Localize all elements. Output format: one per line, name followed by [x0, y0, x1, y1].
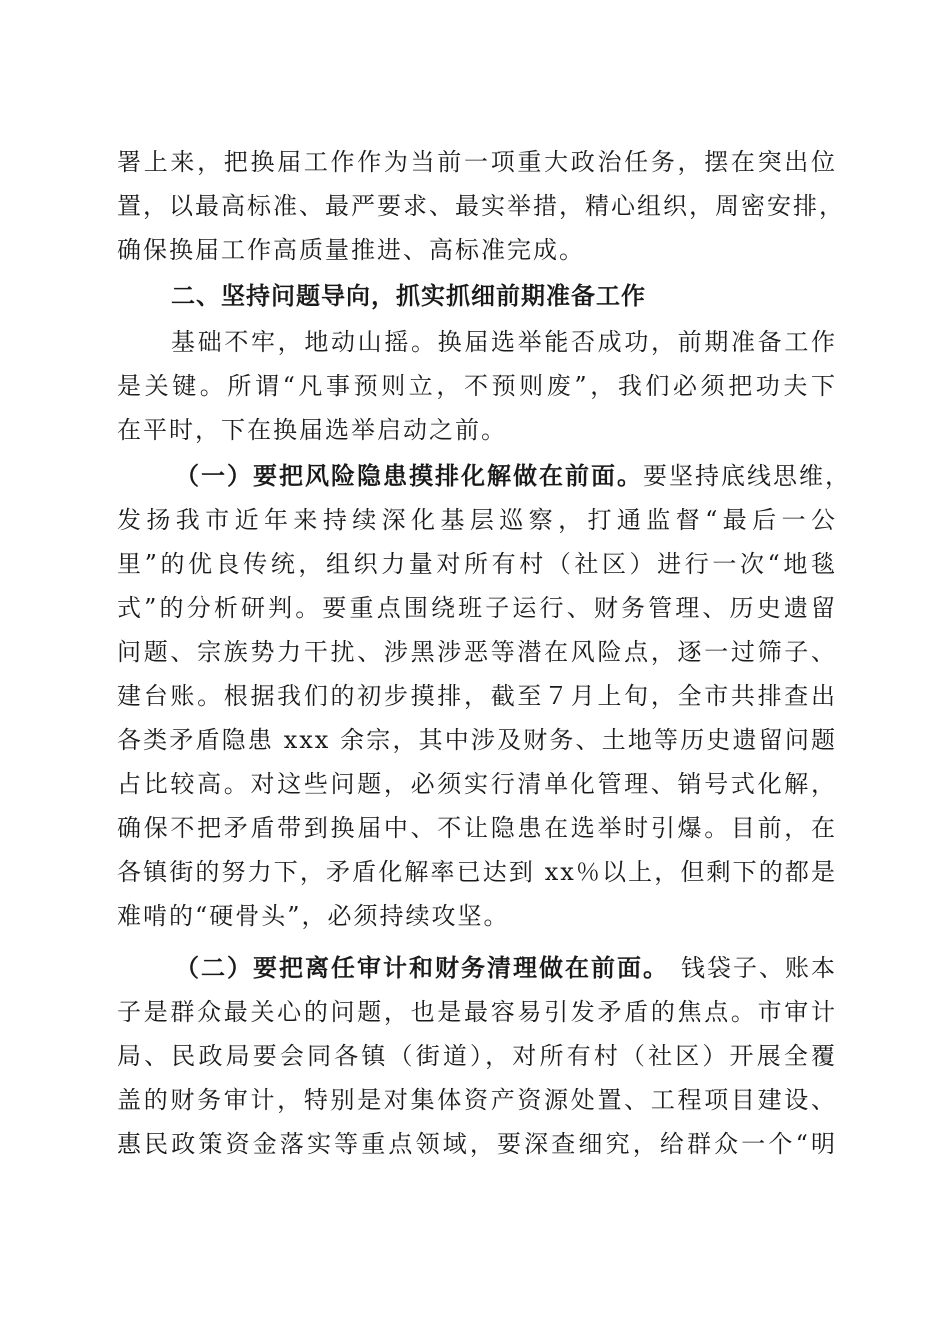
paragraph-4-line-3: 局、民政局要会同各镇（街道），对所有村（社区）开展全覆: [117, 1042, 837, 1070]
paragraph-3-line-7: 各类矛盾隐患 xxx 余宗，其中涉及财务、土地等历史遗留问题: [117, 726, 837, 754]
paragraph-3-line-1: [175, 454, 851, 498]
paragraph-2-line-2: 是关键。所谓“凡事预则立，不预则废”，我们必须把功夫下: [117, 372, 837, 400]
paragraph-4-line-2: 子是群众最关心的问题，也是最容易引发矛盾的焦点。市审计: [117, 998, 837, 1026]
paragraph-1-line-3: 确保换届工作高质量推进、高标准完成。: [117, 236, 585, 264]
paragraph-3-lead-rest: 要坚持底线思维，: [643, 462, 851, 490]
paragraph-4-line-4: 盖的财务审计，特别是对集体资产资源处置、工程项目建设、: [117, 1086, 837, 1114]
paragraph-2-line-1: 基础不牢，地动山摇。换届选举能否成功，前期准备工作: [171, 328, 837, 356]
paragraph-3-line-9: 确保不把矛盾带到换届中、不让隐患在选举时引爆。目前，在: [117, 814, 837, 842]
paragraph-3-line-10: 各镇街的努力下，矛盾化解率已达到 xx％以上，但剩下的都是: [117, 858, 837, 886]
paragraph-4-line-5: 惠民政策资金落实等重点领域，要深查细究，给群众一个“明: [117, 1130, 837, 1158]
paragraph-4-line-1: [175, 946, 837, 990]
paragraph-3-line-6: 建台账。根据我们的初步摸排，截至７月上旬，全市共排查出: [117, 682, 837, 710]
section-heading-2: 二、坚持问题导向，抓实抓细前期准备工作: [171, 282, 646, 310]
paragraph-3-line-4: 式”的分析研判。要重点围绕班子运行、财务管理、历史遗留: [117, 594, 837, 622]
paragraph-2-line-3: 在平时，下在换届选举启动之前。: [117, 416, 507, 444]
paragraph-1-line-2: 置，以最高标准、最严要求、最实举措，精心组织，周密安排，: [117, 192, 845, 220]
paragraph-1-line-1: 署上来，把换届工作作为当前一项重大政治任务，摆在突出位: [117, 148, 837, 176]
paragraph-4-lead: （二）要把离任审计和财务清理做在前面。: [175, 953, 669, 982]
paragraph-3-line-2: 发扬我市近年来持续深化基层巡察，打通监督“最后一公: [117, 506, 837, 534]
paragraph-4-lead-rest: 钱袋子、账本: [681, 954, 837, 982]
paragraph-3-line-5: 问题、宗族势力干扰、涉黑涉恶等潜在风险点，逐一过筛子、: [117, 638, 837, 666]
paragraph-3-line-8: 占比较高。对这些问题，必须实行清单化管理、销号式化解，: [117, 770, 837, 798]
paragraph-3-line-11: 难啃的“硬骨头”，必须持续攻坚。: [117, 902, 510, 930]
paragraph-3-line-3: 里”的优良传统，组织力量对所有村（社区）进行一次“地毯: [117, 550, 837, 578]
paragraph-3-lead: （一）要把风险隐患摸排化解做在前面。: [175, 461, 643, 490]
